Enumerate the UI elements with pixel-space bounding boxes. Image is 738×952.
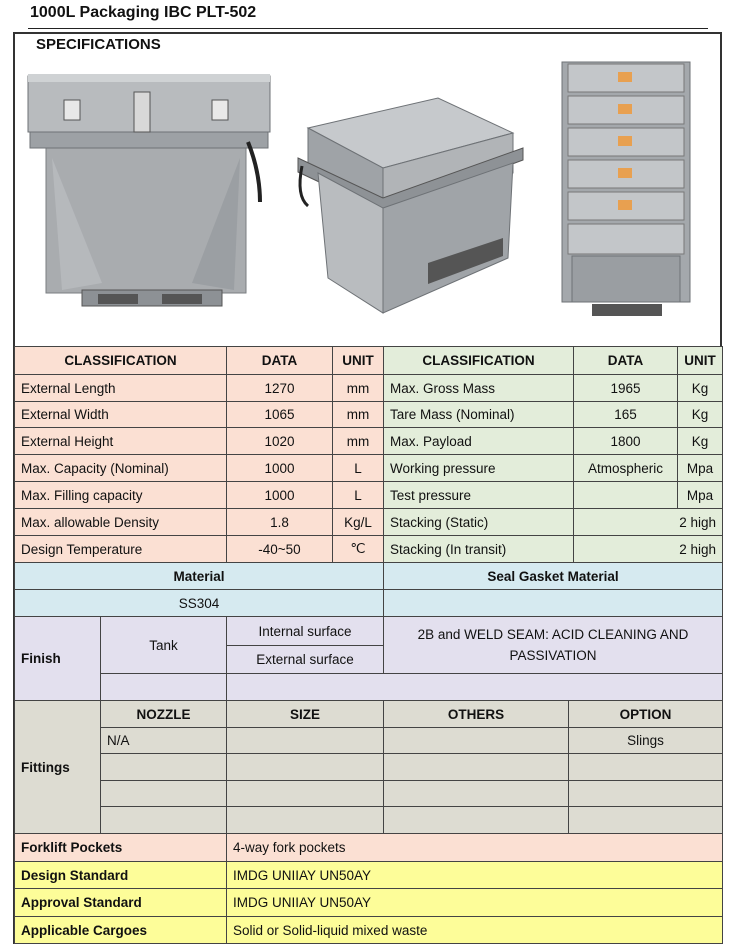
spec-row [15, 402, 723, 428]
spec-unit: L [333, 482, 384, 509]
option-cell [569, 781, 723, 807]
others-cell [384, 807, 569, 834]
info-table [14, 833, 723, 944]
spec-data: 1.8 [227, 509, 333, 536]
spec-label: Max. Capacity (Nominal) [15, 455, 227, 482]
spec-header-row [15, 347, 723, 375]
spec-label: Design Temperature [15, 536, 227, 563]
spec-label: Tare Mass (Nominal) [384, 402, 574, 428]
fittings-row [15, 807, 723, 834]
spec-label: Stacking (In transit) [384, 536, 574, 563]
option-cell [569, 807, 723, 834]
spec-label: External Width [15, 402, 227, 428]
ibc-stacked-view-image [552, 56, 702, 318]
others-header: OTHERS [384, 701, 569, 728]
size-cell [227, 781, 384, 807]
finish-label: Finish [15, 617, 101, 701]
spec-row [15, 536, 723, 563]
specifications-table [14, 346, 723, 563]
fittings-table [14, 700, 723, 834]
spec-label: Max. Payload [384, 428, 574, 455]
data-header: DATA [227, 347, 333, 375]
spec-unit: Kg [678, 375, 723, 402]
nozzle-cell: N/A [101, 728, 227, 754]
design-standard-value: IMDG UNIIAY UN50AY [227, 862, 723, 889]
material-table [14, 562, 723, 617]
internal-surface-label: Internal surface [227, 617, 384, 646]
forklift-pockets-label: Forklift Pockets [15, 834, 227, 862]
spec-data: Atmospheric [574, 455, 678, 482]
approval-standard-label: Approval Standard [15, 889, 227, 917]
spec-data: 2 high [574, 509, 723, 536]
spec-data: 1270 [227, 375, 333, 402]
option-cell [569, 754, 723, 781]
spec-label: Stacking (Static) [384, 509, 574, 536]
spec-unit: mm [333, 428, 384, 455]
section-label: SPECIFICATIONS [36, 36, 161, 53]
seal-gasket-value [384, 590, 723, 617]
spec-unit: ℃ [333, 536, 384, 563]
size-header: SIZE [227, 701, 384, 728]
ibc-front-view-image [22, 68, 277, 318]
material-header: Material [15, 563, 384, 590]
nozzle-cell [101, 754, 227, 781]
classification-header: CLASSIFICATION [15, 347, 227, 375]
spec-label: Test pressure [384, 482, 574, 509]
spec-row [15, 482, 723, 509]
nozzle-cell [101, 807, 227, 834]
material-value: SS304 [15, 590, 384, 617]
spec-unit: Kg [678, 428, 723, 455]
spec-unit: Mpa [678, 455, 723, 482]
spec-row [15, 375, 723, 402]
forklift-pockets-value: 4-way fork pockets [227, 834, 723, 862]
spec-data: 1000 [227, 482, 333, 509]
nozzle-cell [101, 781, 227, 807]
finish-empty-cell [227, 674, 723, 701]
spec-label: Working pressure [384, 455, 574, 482]
data-header: DATA [574, 347, 678, 375]
spec-label: Max. Gross Mass [384, 375, 574, 402]
spec-data: 1965 [574, 375, 678, 402]
ibc-angle-view-image [288, 88, 528, 318]
size-cell [227, 754, 384, 781]
info-row [15, 834, 723, 862]
spec-row [15, 509, 723, 536]
spec-unit: mm [333, 402, 384, 428]
spec-row [15, 428, 723, 455]
external-surface-label: External surface [227, 646, 384, 674]
design-standard-label: Design Standard [15, 862, 227, 889]
size-cell [227, 728, 384, 754]
spec-unit: L [333, 455, 384, 482]
approval-standard-value: IMDG UNIIAY UN50AY [227, 889, 723, 917]
spec-data: 2 high [574, 536, 723, 563]
spec-data: 1000 [227, 455, 333, 482]
fittings-row [15, 728, 723, 754]
fittings-row [15, 754, 723, 781]
spec-label: External Height [15, 428, 227, 455]
option-cell: Slings [569, 728, 723, 754]
spec-unit: Kg [678, 402, 723, 428]
unit-header: UNIT [333, 347, 384, 375]
unit-header: UNIT [678, 347, 723, 375]
others-cell [384, 754, 569, 781]
spec-data: 165 [574, 402, 678, 428]
spec-label: External Length [15, 375, 227, 402]
spec-unit: Kg/L [333, 509, 384, 536]
spec-data: -40~50 [227, 536, 333, 563]
spec-label: Max. Filling capacity [15, 482, 227, 509]
info-row [15, 862, 723, 889]
fittings-label: Fittings [15, 701, 101, 834]
spec-unit: Mpa [678, 482, 723, 509]
title-underline [28, 28, 708, 29]
spec-data: 1020 [227, 428, 333, 455]
option-header: OPTION [569, 701, 723, 728]
size-cell [227, 807, 384, 834]
classification-header: CLASSIFICATION [384, 347, 574, 375]
info-row [15, 917, 723, 944]
finish-part: Tank [101, 617, 227, 674]
finish-value: 2B and WELD SEAM: ACID CLEANING AND PASSIVATION [384, 617, 723, 674]
applicable-cargoes-label: Applicable Cargoes [15, 917, 227, 944]
seal-gasket-header: Seal Gasket Material [384, 563, 723, 590]
spec-data: 1065 [227, 402, 333, 428]
finish-empty-cell [101, 674, 227, 701]
finish-table [14, 616, 723, 701]
nozzle-header: NOZZLE [101, 701, 227, 728]
spec-unit: mm [333, 375, 384, 402]
spec-row [15, 455, 723, 482]
info-row [15, 889, 723, 917]
spec-label: Max. allowable Density [15, 509, 227, 536]
spec-data [574, 482, 678, 509]
others-cell [384, 781, 569, 807]
fittings-row [15, 781, 723, 807]
applicable-cargoes-value: Solid or Solid-liquid mixed waste [227, 917, 723, 944]
document-title: 1000L Packaging IBC PLT-502 [30, 4, 257, 21]
others-cell [384, 728, 569, 754]
spec-data: 1800 [574, 428, 678, 455]
